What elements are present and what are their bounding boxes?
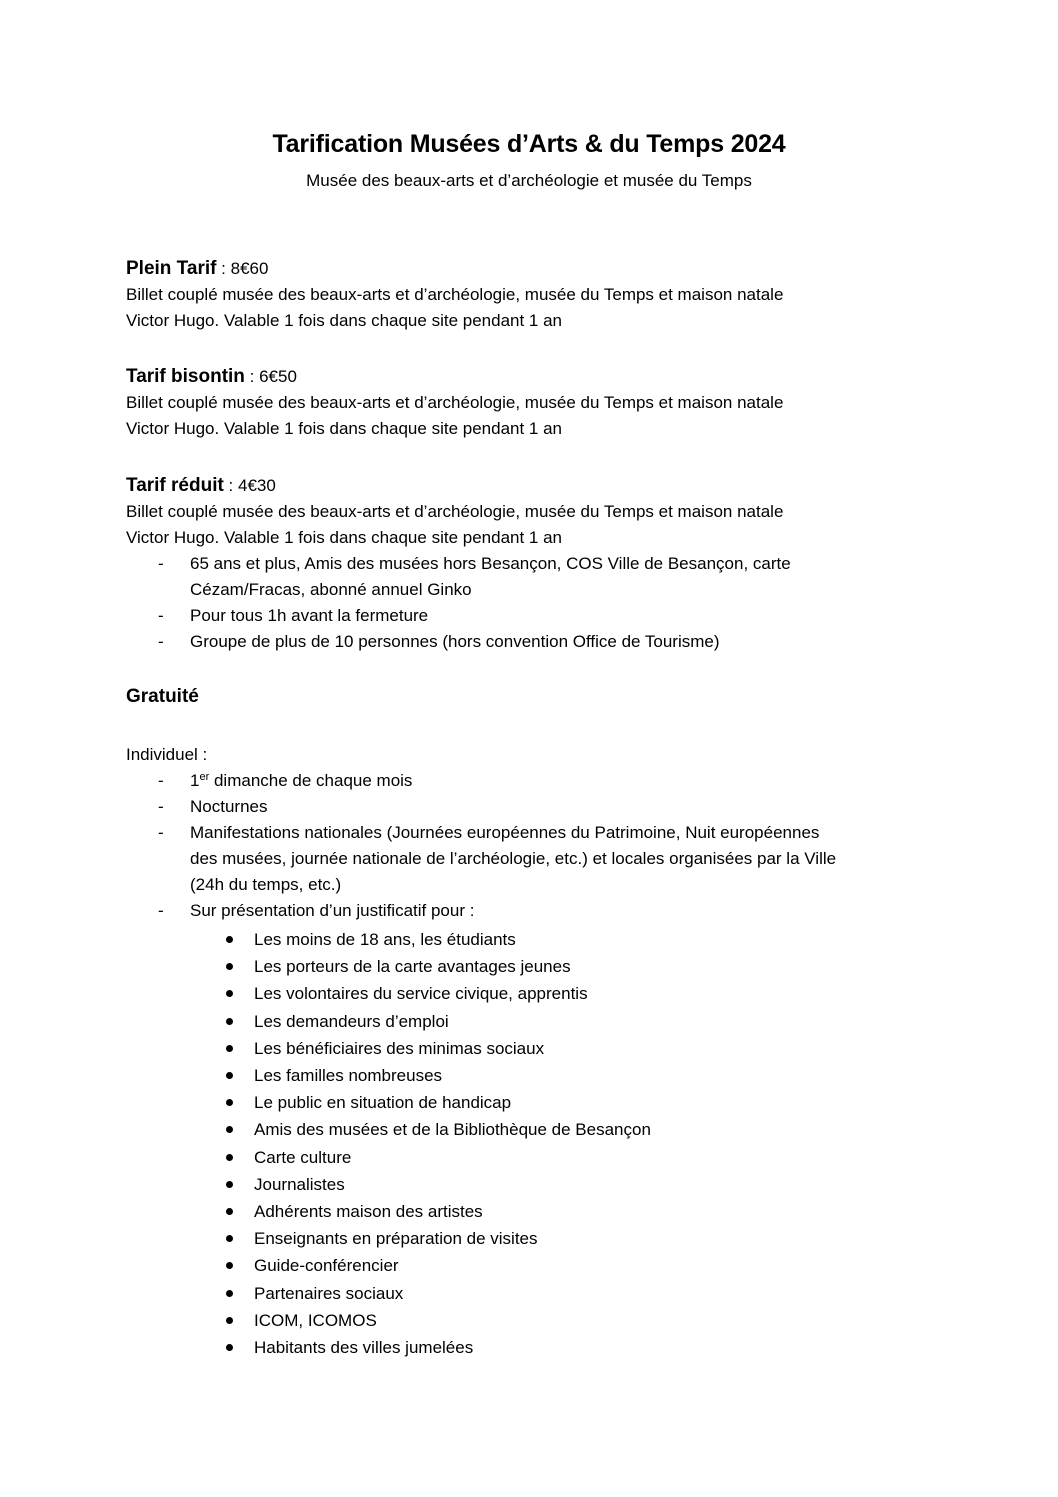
beneficiaire-text: Les moins de 18 ans, les étudiants [254,930,516,949]
beneficiaires-section [126,926,926,1361]
list-item [126,768,926,794]
list-item [126,1225,926,1252]
condition-text: Pour tous 1h avant la fermeture [190,606,429,625]
tarif-bisontin-price: : 6€50 [244,367,297,386]
tarif-reduit-desc-line2: Victor Hugo. Valable 1 fois dans chaque site pendant 1 an [126,528,563,547]
list-item [126,1062,926,1089]
list-item [126,551,926,603]
first-sunday-number: 1 [190,771,200,790]
tarif-reduit-section [126,473,926,655]
dash-marker: - [158,632,164,651]
tarif-plein-section [126,256,926,334]
tarif-plein-desc-line1: Billet couplé musée des beaux-arts et d’archéologie, musée du Temps et maison natale [126,285,784,304]
list-item [126,1116,926,1143]
beneficiaire-text: Carte culture [254,1147,352,1167]
manifestations-text: des musées, journée nationale de l’archéologie, etc.) et locales organisées par la Ville [190,849,837,868]
list-item [126,629,926,655]
bullet-icon [226,1317,233,1324]
bullet-icon [226,1290,233,1297]
condition-text: 65 ans et plus, Amis des musées hors Besançon, COS Ville de Besançon, carte [190,554,791,573]
beneficiaire-text: Les familles nombreuses [254,1066,443,1086]
list-item [126,603,926,629]
beneficiaire-text: Journalistes [254,1174,345,1194]
bullet-icon [226,1344,233,1351]
bullet-icon [226,1018,233,1025]
dash-marker: - [158,554,164,573]
beneficiaire-text: Les bénéficiaires des minimas sociaux [254,1038,545,1058]
condition-text: Cézam/Fracas, abonné annuel Ginko [190,580,472,599]
dash-marker: - [158,606,164,625]
list-item [126,1171,926,1198]
beneficiaire-text: ICOM, ICOMOS [254,1310,377,1330]
tarif-bisontin-section [126,364,926,442]
bullet-icon [226,1099,233,1106]
beneficiaire-text: Amis des musées et de la Bibliothèque de Besançon [254,1120,651,1140]
manifestations-text: (24h du temps, etc.) [190,875,342,894]
list-item [126,1008,926,1035]
tarif-bisontin-label: Tarif bisontin [126,366,245,387]
gratuite-section [126,686,926,708]
beneficiaire-text: Les volontaires du service civique, apprentis [254,984,588,1004]
tarif-reduit-heading [126,473,926,499]
gratuite-heading: Gratuité [126,686,199,707]
beneficiaire-text: Habitants des villes jumelées [254,1338,474,1358]
beneficiaire-text: Enseignants en préparation de visites [254,1229,538,1249]
individuel-label: Individuel : [126,745,208,764]
tarif-plein-label: Plein Tarif [126,258,217,279]
bullet-icon [226,1126,233,1133]
bullet-icon [226,1154,233,1161]
dash-marker: - [158,771,164,790]
tarif-plein-desc-line2: Victor Hugo. Valable 1 fois dans chaque site pendant 1 an [126,311,563,330]
justificatif-text: Sur présentation d’un justificatif pour : [190,901,475,920]
bullet-icon [226,936,233,943]
tarif-bisontin-desc-line2: Victor Hugo. Valable 1 fois dans chaque site pendant 1 an [126,419,563,438]
bullet-icon [226,1262,233,1269]
tarif-plein-price: : 8€60 [216,259,269,278]
condition-text: Groupe de plus de 10 personnes (hors convention Office de Tourisme) [190,632,720,651]
tarif-plein-heading [126,256,926,282]
tarif-bisontin-desc-line1: Billet couplé musée des beaux-arts et d’archéologie, musée du Temps et maison natale [126,393,784,412]
beneficiaire-text: Les porteurs de la carte avantages jeunes [254,957,571,977]
list-item [126,898,926,924]
manifestations-text: Manifestations nationales (Journées européennes du Patrimoine, Nuit européennes [190,823,820,842]
list-item [126,926,926,953]
dash-marker: - [158,823,164,842]
beneficiaire-text: Adhérents maison des artistes [254,1202,483,1222]
bullet-icon [226,1235,233,1242]
list-item [126,1035,926,1062]
list-item [126,794,926,820]
beneficiaire-text: Le public en situation de handicap [254,1093,512,1113]
bullet-icon [226,990,233,997]
beneficiaire-text: Guide-conférencier [254,1256,399,1276]
list-item [126,953,926,980]
dash-marker: - [158,901,164,920]
gratuite-list [126,768,926,924]
list-item [126,1252,926,1279]
first-sunday-text: dimanche de chaque mois [209,771,413,790]
tarif-reduit-desc-line1: Billet couplé musée des beaux-arts et d’archéologie, musée du Temps et maison natale [126,502,784,521]
list-item [126,1144,926,1171]
list-item [126,820,926,898]
nocturnes-text: Nocturnes [190,797,268,816]
list-item [126,1334,926,1361]
list-item [126,980,926,1007]
list-item [126,1089,926,1116]
list-item [126,1280,926,1307]
bullet-icon [226,1045,233,1052]
page-title: Tarification Musées d’Arts & du Temps 2024 [272,130,786,158]
tarif-reduit-price: : 4€30 [223,476,276,495]
bullet-icon [226,1072,233,1079]
dash-marker: - [158,797,164,816]
tarif-reduit-conditions [126,551,926,655]
beneficiaire-text: Les demandeurs d’emploi [254,1011,449,1031]
tarif-reduit-label: Tarif réduit [126,475,224,496]
bullet-icon [226,1181,233,1188]
bullet-icon [226,1208,233,1215]
beneficiaires-list [126,926,926,1361]
beneficiaire-text: Partenaires sociaux [254,1283,404,1303]
bullet-icon [226,963,233,970]
tarif-bisontin-heading [126,364,926,390]
page-subtitle: Musée des beaux-arts et d’archéologie et musée du Temps [306,171,752,190]
gratuite-individuel-section [126,742,926,924]
first-sunday-sup: er [199,771,210,783]
list-item [126,1198,926,1225]
list-item [126,1307,926,1334]
